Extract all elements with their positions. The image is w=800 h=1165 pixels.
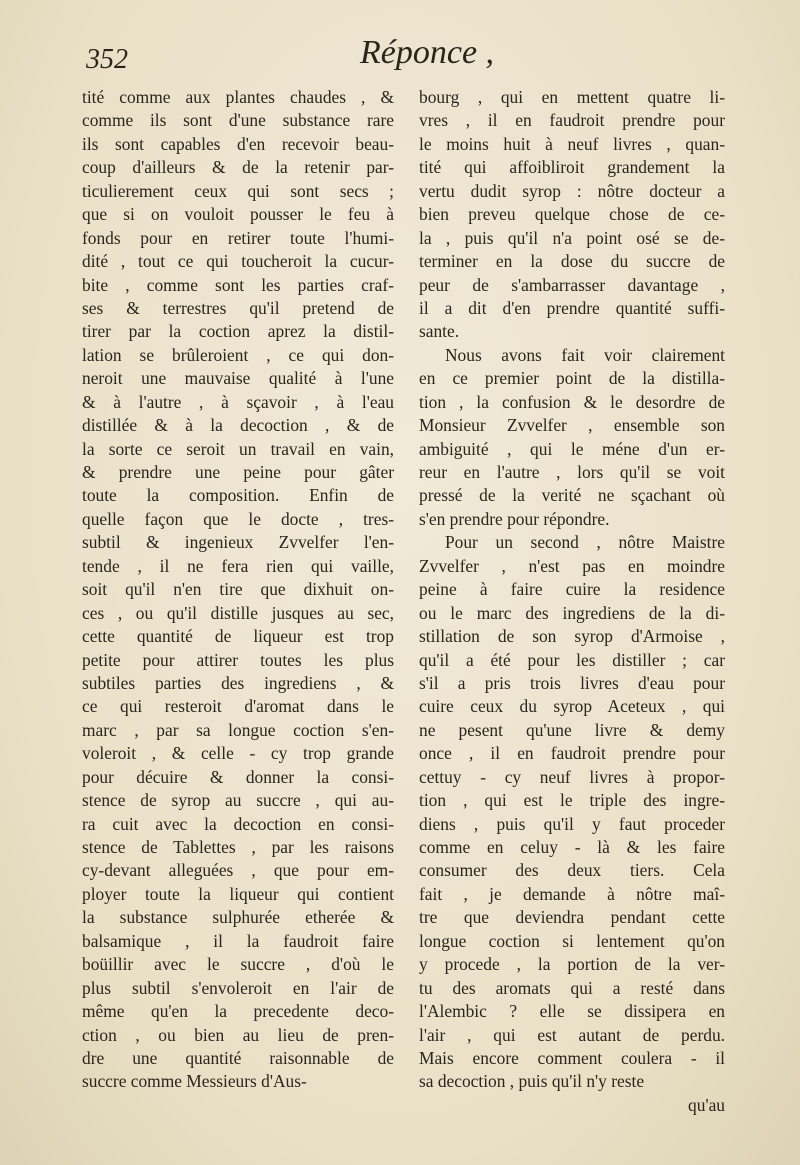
text-line: bien preveu quelque chose de ce- — [419, 204, 725, 225]
text-line: cuire ceux du syrop Aceteux , qui — [419, 696, 725, 717]
text-line: même qu'en la precedente deco- — [82, 1001, 394, 1022]
text-line: lation se brûleroient , ce qui don- — [82, 344, 394, 365]
text-line: comme en celuy - là & les faire — [419, 837, 725, 857]
text-line: peine à faire cuire la residence — [419, 579, 725, 600]
text-line: peur de s'ambarrasser davantage , — [419, 274, 725, 295]
text-line: ployer toute la liqueur qui contient — [82, 883, 394, 904]
text-line: s'il a pris trois livres d'eau pour — [419, 672, 725, 693]
text-line: l'Alembic ? elle se dissipera en — [419, 1001, 725, 1022]
text-line: dre une quantité raisonnable de — [82, 1047, 394, 1068]
text-line: toute la composition. Enfin de — [82, 485, 394, 506]
text-line: la , puis qu'il n'a point osé se de- — [419, 227, 725, 248]
text-line: neroit une mauvaise qualité à l'une — [82, 368, 394, 389]
text-line: dité , tout ce qui toucheroit la cucur- — [82, 251, 394, 272]
text-line: tu des aromats qui a resté dans — [419, 977, 725, 998]
text-line: y procede , la portion de la ver- — [419, 954, 725, 975]
text-line: tirer par la coction aprez la distil- — [82, 321, 394, 342]
text-line: consumer des deux tiers. Cela — [419, 860, 725, 881]
text-line: balsamique , il la faudroit faire — [82, 930, 394, 951]
text-line: terminer en la dose du succre de — [419, 251, 725, 272]
text-line: cettuy - cy neuf livres à propor- — [419, 766, 725, 787]
text-line: ces , ou qu'il distille jusques au sec, — [82, 602, 394, 623]
text-line: bourg , qui en mettent quatre li- — [419, 87, 725, 107]
text-line: petite pour attirer toutes les plus — [82, 649, 394, 670]
text-line: voleroit , & celle - cy trop grande — [82, 743, 394, 764]
right-column — [419, 86, 725, 1117]
text-line: tité qui affoibliroit grandement la — [419, 157, 725, 178]
text-line: soit qu'il n'en tire que dixhuit on- — [82, 579, 394, 600]
text-line: en ce premier point de la distilla- — [419, 368, 725, 389]
running-title: Réponce , — [360, 34, 495, 71]
text-line: s'en prendre pour répondre. — [419, 508, 610, 529]
text-line: ra cuit avec la decoction en consi- — [82, 813, 394, 834]
text-line: tende , il ne fera rien qui vaille, — [82, 555, 394, 576]
text-line: Zvvelfer , n'est pas en moindre — [419, 555, 725, 576]
text-line: tion , la confusion & le desordre de — [419, 391, 725, 412]
text-line: fait , je demande à nôtre maî- — [419, 883, 725, 904]
text-line: tité comme aux plantes chaudes , & — [82, 87, 394, 107]
text-line: Pour un second , nôtre Maistre — [445, 532, 725, 553]
text-line: stence de syrop au succre , qui au- — [82, 790, 394, 811]
text-line: qu'il a été pour les distiller ; car — [419, 649, 725, 670]
text-line: cette quantité de liqueur est trop — [82, 626, 394, 647]
text-line: ne pesent qu'une livre & demy — [419, 719, 725, 740]
text-line: que si on vouloit pousser le feu à — [82, 204, 394, 225]
text-line: plus subtil s'envoleroit en l'air de — [82, 977, 394, 998]
catchword: qu'au — [688, 1094, 725, 1115]
text-line: ambiguité , qui le méne d'un er- — [419, 438, 725, 459]
text-line: subtil & ingenieux Zvvelfer l'en- — [82, 532, 394, 553]
text-line: vertu dudit syrop : nôtre docteur a — [419, 180, 725, 201]
text-line: vres , il en faudroit prendre pour — [419, 110, 725, 131]
page-number: 352 — [86, 44, 128, 75]
text-line: sa decoction , puis qu'il n'y reste — [419, 1071, 645, 1092]
text-line: & prendre une peine pour gâter — [82, 462, 394, 482]
text-line: tre que deviendra pendant cette — [419, 907, 725, 928]
text-line: ction , ou bien au lieu de pren- — [82, 1024, 394, 1045]
text-line: bite , comme sont les parties craf- — [82, 274, 394, 295]
text-line: & à l'autre , à sçavoir , à l'eau — [82, 391, 394, 412]
text-line: quelle façon que le docte , tres- — [82, 508, 394, 529]
text-line: pour décuire & donner la consi- — [82, 766, 394, 787]
text-line: longue coction si lentement qu'on — [419, 930, 725, 951]
text-line: ou le marc des ingrediens de la di- — [419, 602, 725, 623]
text-line: stence de Tablettes , par les raisons — [82, 837, 394, 857]
text-line: l'air , qui est autant de perdu. — [419, 1024, 725, 1045]
left-column — [82, 86, 394, 1094]
text-line: reur en l'autre , lors qu'il se voit — [419, 462, 725, 482]
text-line: pressé de la verité ne sçachant où — [419, 485, 725, 506]
text-line: la sorte ce seroit un travail en vain, — [82, 438, 394, 459]
text-line: Monsieur Zvvelfer , ensemble son — [419, 415, 725, 436]
text-line: il a dit d'en prendre quantité suffi- — [419, 297, 725, 318]
text-line: ses & terrestres qu'il pretend de — [82, 297, 394, 318]
text-line: sante. — [419, 321, 460, 342]
text-line: Mais encore comment coulera - il — [419, 1047, 725, 1068]
text-line: once , il en faudroit prendre pour — [419, 743, 725, 764]
text-line: le moins huit à neuf livres , quan- — [419, 133, 725, 154]
text-line: ils sont capables d'en recevoir beau- — [82, 133, 394, 154]
text-line: coup d'ailleurs & de la retenir par- — [82, 157, 394, 178]
text-line: fonds pour en retirer toute l'humi- — [82, 227, 394, 248]
text-line: cy-devant alleguées , que pour em- — [82, 860, 394, 881]
text-line: ticulierement ceux qui sont secs ; — [82, 180, 394, 201]
text-line: boüillir avec le succre , d'où le — [82, 954, 394, 975]
text-line: marc , par sa longue coction s'en- — [82, 719, 394, 740]
text-line: ce qui resteroit d'aromat dans le — [82, 696, 394, 717]
text-line: stillation de son syrop d'Armoise , — [419, 626, 725, 647]
text-line: subtiles parties des ingrediens , & — [82, 672, 394, 693]
text-line: diens , puis qu'il y faut proceder — [419, 813, 725, 834]
text-line: la substance sulphurée etherée & — [82, 907, 394, 928]
text-line: succre comme Messieurs d'Aus- — [82, 1071, 307, 1092]
text-line: distillée & à la decoction , & de — [82, 415, 394, 436]
text-line: comme ils sont d'une substance rare — [82, 110, 394, 131]
text-line: tion , qui est le triple des ingre- — [419, 790, 725, 811]
text-line: Nous avons fait voir clairement — [445, 344, 725, 365]
